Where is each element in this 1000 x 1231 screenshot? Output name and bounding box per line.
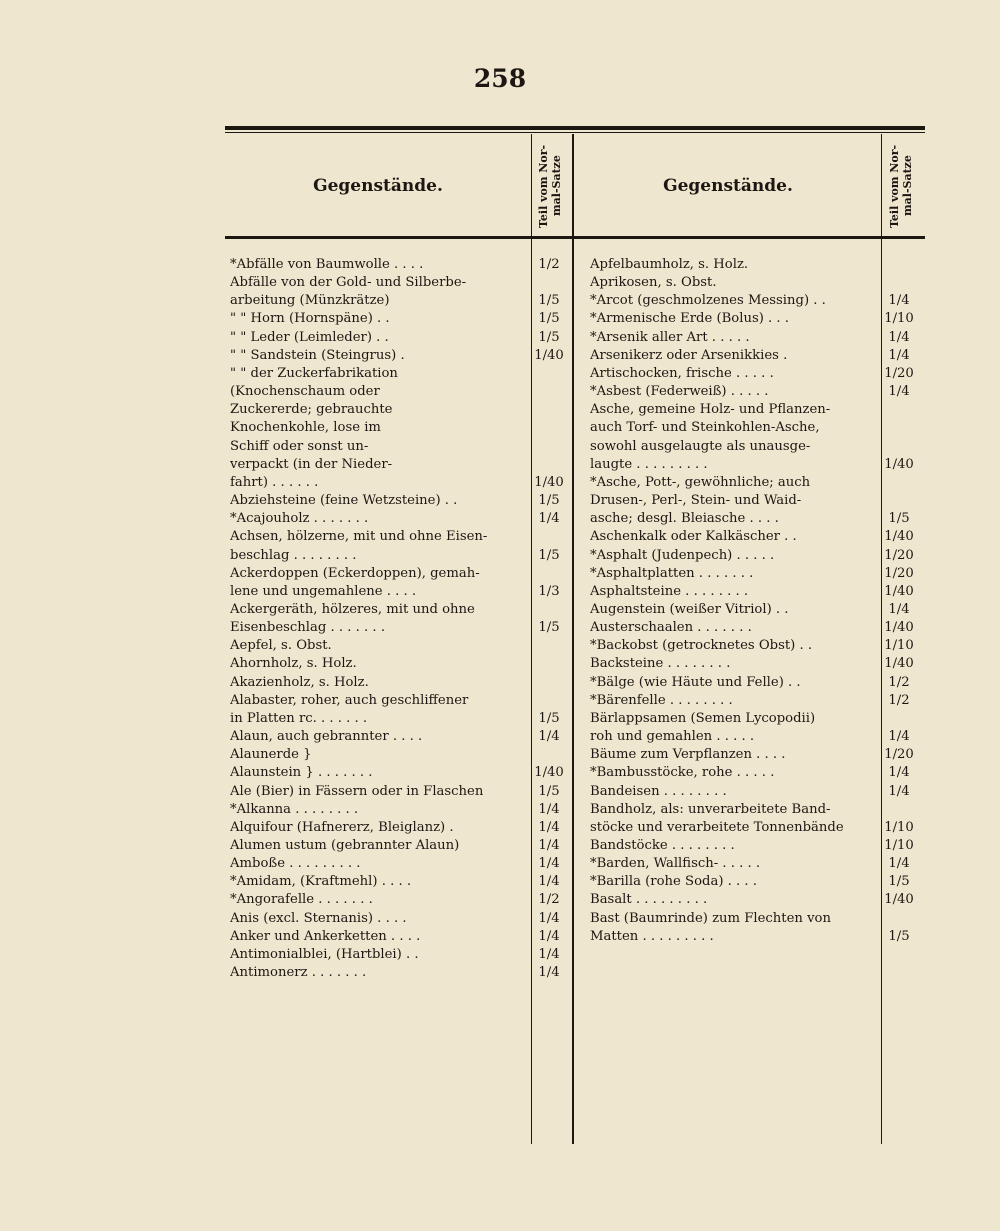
- header-rule: [225, 236, 925, 239]
- entry-rate: [530, 419, 568, 437]
- entry-rate: 1/2: [538, 892, 560, 908]
- entry-text: " " der Zuckerfabrikation: [230, 365, 398, 381]
- entry-text: Bäume zum Verpflanzen . . . .: [590, 747, 786, 763]
- entry-row: [590, 655, 918, 673]
- entry-text: " " Horn (Hornspäne) . .: [230, 311, 390, 327]
- entry-rate: 1/10: [884, 311, 914, 327]
- entry-rate: 1/5: [888, 511, 910, 527]
- entry-rate: 1/4: [888, 765, 910, 781]
- entry-text: *Barilla (rohe Soda) . . . .: [590, 874, 757, 890]
- entry-row: [590, 438, 918, 456]
- entry-row: [230, 256, 568, 274]
- entry-rate: 1/4: [538, 801, 560, 817]
- entry-row: [590, 565, 918, 583]
- entry-rate: [880, 438, 918, 456]
- column-header-rate-right: Teil vom Nor-mal-Satze: [888, 144, 914, 228]
- entry-rate: 1/4: [538, 856, 560, 872]
- entry-rate: [530, 456, 568, 474]
- entry-rate: [530, 383, 568, 401]
- entry-row: [590, 855, 918, 873]
- entry-row: [590, 510, 918, 528]
- entry-rate: 1/5: [538, 547, 560, 563]
- entry-rate: 1/5: [538, 620, 560, 636]
- entry-text: *Asphaltplatten . . . . . . .: [590, 565, 754, 581]
- entry-row: [230, 347, 568, 365]
- entry-rate: [530, 655, 568, 673]
- entry-text: *Arcot (geschmolzenes Messing) . .: [590, 293, 826, 309]
- entry-row: [230, 329, 568, 347]
- top-rule: [225, 126, 925, 130]
- entry-row: [230, 692, 568, 710]
- entry-text: Aschenkalk oder Kalkäscher . .: [590, 529, 797, 545]
- entry-row: [230, 419, 568, 437]
- entry-rate: 1/40: [534, 765, 564, 781]
- entry-rate: [530, 528, 568, 546]
- entry-text: *Asche, Pott-, gewöhnliche; auch: [590, 474, 811, 490]
- entry-row: [230, 674, 568, 692]
- entry-rate: [530, 365, 568, 383]
- entry-row: [590, 329, 918, 347]
- entry-text: *Acajouholz . . . . . . .: [230, 511, 369, 527]
- entry-row: [590, 710, 918, 728]
- entry-text: Alquifour (Hafnererz, Bleiglanz) .: [230, 819, 454, 835]
- entry-rate: 1/4: [538, 928, 560, 944]
- entry-rate: 1/40: [884, 620, 914, 636]
- entry-rate: 1/4: [538, 729, 560, 745]
- entry-rate: 1/4: [888, 347, 910, 363]
- entry-text: Alaunerde }: [230, 747, 312, 763]
- entry-text: *Amidam, (Kraftmehl) . . . .: [230, 874, 412, 890]
- entry-row: [590, 365, 918, 383]
- column-header-goods-left: Gegenstände.: [313, 176, 443, 196]
- entry-row: [230, 637, 568, 655]
- entry-text: *Backobst (getrocknetes Obst) . .: [590, 638, 813, 654]
- entry-row: [230, 928, 568, 946]
- entry-text: Alaunstein } . . . . . . .: [230, 765, 373, 781]
- entry-rate: [880, 910, 918, 928]
- entry-text: Asphaltsteine . . . . . . . .: [590, 583, 749, 599]
- entry-row: [590, 401, 918, 419]
- entry-text: Ale (Bier) in Fässern oder in Flaschen: [230, 783, 484, 799]
- entry-row: [590, 891, 918, 909]
- entry-rate: [530, 601, 568, 619]
- entry-row: [230, 401, 568, 419]
- entry-rate: 1/4: [888, 384, 910, 400]
- entry-row: [230, 801, 568, 819]
- entry-rate: 1/5: [538, 783, 560, 799]
- entry-row: [230, 274, 568, 292]
- entry-text: *Bärenfelle . . . . . . . .: [590, 692, 733, 708]
- left-column: [230, 256, 568, 982]
- entry-rate: 1/5: [888, 874, 910, 890]
- entry-row: [590, 764, 918, 782]
- entry-row: [590, 692, 918, 710]
- entry-row: [230, 783, 568, 801]
- entry-row: [590, 783, 918, 801]
- entry-rate: [530, 438, 568, 456]
- entry-text: Ackergeräth, hölzeres, mit und ohne: [230, 601, 475, 617]
- entry-rate: [880, 801, 918, 819]
- entry-rate: 1/5: [538, 493, 560, 509]
- entry-text: *Arsenik aller Art . . . . .: [590, 329, 750, 345]
- entry-text: laugte . . . . . . . . .: [590, 456, 708, 472]
- entry-rate: 1/4: [888, 293, 910, 309]
- entry-rate: 1/4: [538, 819, 560, 835]
- entry-text: verpackt (in der Nieder-: [230, 456, 393, 472]
- entry-row: [230, 891, 568, 909]
- entry-text: Knochenkohle, lose im: [230, 420, 381, 436]
- entry-text: Artischocken, frische . . . . .: [590, 365, 774, 381]
- column-header-goods-right: Gegenstände.: [663, 176, 793, 196]
- entry-rate: 1/5: [888, 928, 910, 944]
- entry-rate: [880, 401, 918, 419]
- entry-text: lene und ungemahlene . . . .: [230, 583, 417, 599]
- entry-rate: [530, 637, 568, 655]
- entry-text: Amboße . . . . . . . . .: [230, 856, 361, 872]
- entry-text: Backsteine . . . . . . . .: [590, 656, 731, 672]
- entry-text: Abziehsteine (feine Wetzsteine) . .: [230, 493, 458, 509]
- entry-row: [590, 728, 918, 746]
- entry-text: Apfelbaumholz, s. Holz.: [590, 257, 749, 272]
- entry-row: [230, 583, 568, 601]
- entry-text: Akazienholz, s. Holz.: [230, 674, 369, 690]
- entry-row: [230, 710, 568, 728]
- entry-text: Augenstein (weißer Vitriol) . .: [590, 601, 789, 617]
- entry-rate: 1/40: [884, 456, 914, 472]
- entry-text: Bärlappsamen (Semen Lycopodii): [590, 710, 816, 726]
- entry-rate: 1/4: [888, 783, 910, 799]
- entry-text: sowohl ausgelaugte als unausge-: [590, 438, 811, 454]
- entry-row: [590, 456, 918, 474]
- entry-text: beschlag . . . . . . . .: [230, 547, 357, 563]
- entry-rate: [880, 274, 918, 292]
- entry-text: fahrt) . . . . . .: [230, 474, 319, 490]
- entry-rate: 1/4: [538, 874, 560, 890]
- entry-row: [230, 456, 568, 474]
- entry-rate: [530, 674, 568, 692]
- entry-rate: 1/4: [538, 838, 560, 853]
- entry-text: Austerschaalen . . . . . . .: [590, 620, 752, 636]
- entry-rate: 1/4: [888, 729, 910, 745]
- entry-rate: [530, 692, 568, 710]
- entry-rate: 1/5: [538, 329, 560, 345]
- entry-text: Bandeisen . . . . . . . .: [590, 783, 727, 799]
- entry-row: [590, 910, 918, 928]
- entry-text: *Asphalt (Judenpech) . . . . .: [590, 547, 775, 563]
- entry-row: [590, 674, 918, 692]
- entry-row: [230, 474, 568, 492]
- entry-text: Zuckererde; gebrauchte: [230, 402, 393, 418]
- entry-rate: 1/40: [884, 529, 914, 545]
- entry-rate: 1/5: [538, 311, 560, 327]
- entry-text: Aepfel, s. Obst.: [230, 638, 332, 654]
- entry-text: Bast (Baumrinde) zum Flechten von: [590, 910, 831, 926]
- entry-rate: [880, 492, 918, 510]
- entry-row: [230, 728, 568, 746]
- entry-text: *Armenische Erde (Bolus) . . .: [590, 311, 790, 327]
- entry-rate: 1/2: [538, 257, 560, 272]
- entry-rate: 1/40: [534, 474, 564, 490]
- entry-rate: 1/10: [884, 819, 914, 835]
- entry-rate: [530, 746, 568, 764]
- entry-row: [230, 746, 568, 764]
- entry-row: [230, 565, 568, 583]
- entry-text: Drusen-, Perl-, Stein- und Waid-: [590, 493, 802, 509]
- entry-text: Matten . . . . . . . . .: [590, 928, 714, 944]
- entry-text: " " Leder (Leimleder) . .: [230, 329, 389, 345]
- entry-text: *Asbest (Federweiß) . . . . .: [590, 384, 769, 400]
- entry-row: [590, 256, 918, 274]
- entry-row: [590, 746, 918, 764]
- entry-text: asche; desgl. Bleiasche . . . .: [590, 511, 779, 527]
- entry-rate: [880, 710, 918, 728]
- entry-text: stöcke und verarbeitete Tonnenbände: [590, 819, 844, 835]
- divider-center: [572, 134, 574, 1144]
- entry-text: Achsen, hölzerne, mit und ohne Eisen-: [230, 529, 488, 545]
- entry-row: [590, 928, 918, 946]
- entry-row: [590, 873, 918, 891]
- entry-text: Anis (excl. Sternanis) . . . .: [230, 910, 407, 926]
- entry-rate: 1/4: [888, 601, 910, 617]
- entry-text: *Alkanna . . . . . . . .: [230, 801, 359, 817]
- entry-row: [590, 819, 918, 837]
- entry-rate: 1/40: [534, 347, 564, 363]
- entry-row: [230, 528, 568, 546]
- entry-row: [230, 510, 568, 528]
- entry-rate: 1/4: [888, 329, 910, 345]
- entry-text: Asche, gemeine Holz- und Pflanzen-: [590, 402, 831, 418]
- top-rule-thin: [225, 132, 925, 133]
- entry-rate: 1/2: [888, 692, 910, 708]
- entry-rate: 1/5: [538, 293, 560, 309]
- entry-rate: [530, 401, 568, 419]
- entry-rate: 1/20: [884, 565, 914, 581]
- entry-row: [230, 619, 568, 637]
- entry-rate: 1/10: [884, 638, 914, 654]
- entry-text: Eisenbeschlag . . . . . . .: [230, 620, 386, 636]
- column-header-rate-left: Teil vom Nor-mal-Satze: [537, 144, 563, 228]
- entry-rate: 1/40: [884, 583, 914, 599]
- entry-text: (Knochenschaum oder: [230, 384, 380, 400]
- entry-row: [590, 310, 918, 328]
- entry-rate: 1/4: [538, 910, 560, 926]
- entry-text: roh und gemahlen . . . . .: [590, 729, 755, 745]
- entry-text: Antimonialblei, (Hartblei) . .: [230, 946, 419, 962]
- entry-text: Aprikosen, s. Obst.: [590, 275, 717, 291]
- entry-row: [230, 655, 568, 673]
- entry-row: [590, 601, 918, 619]
- entry-rate: 1/20: [884, 365, 914, 381]
- entry-row: [230, 964, 568, 982]
- entry-text: *Bälge (wie Häute und Felle) . .: [590, 674, 801, 690]
- entry-text: Ackerdoppen (Eckerdoppen), gemah-: [230, 565, 480, 581]
- entry-row: [230, 492, 568, 510]
- entry-row: [590, 637, 918, 655]
- entry-row: [230, 873, 568, 891]
- entry-text: *Abfälle von Baumwolle . . . .: [230, 257, 424, 272]
- entry-text: *Bambusstöcke, rohe . . . . .: [590, 765, 775, 781]
- entry-rate: 1/3: [538, 583, 560, 599]
- right-column: [590, 256, 918, 946]
- entry-row: [590, 528, 918, 546]
- entry-row: [230, 837, 568, 855]
- entry-row: [230, 764, 568, 782]
- entry-text: Alabaster, roher, auch geschliffener: [230, 692, 469, 708]
- entry-row: [590, 474, 918, 492]
- entry-text: Abfälle von der Gold- und Silberbe-: [230, 275, 467, 291]
- entry-row: [230, 946, 568, 964]
- entry-rate: [530, 274, 568, 292]
- entry-text: Alumen ustum (gebrannter Alaun): [230, 838, 460, 853]
- entry-row: [590, 419, 918, 437]
- entry-text: Bandholz, als: unverarbeitete Band-: [590, 801, 831, 817]
- entry-row: [230, 438, 568, 456]
- entry-row: [590, 547, 918, 565]
- entry-rate: [880, 256, 918, 274]
- entry-text: Arsenikerz oder Arsenikkies .: [590, 347, 788, 363]
- entry-text: Bandstöcke . . . . . . . .: [590, 838, 735, 853]
- entry-row: [590, 383, 918, 401]
- entry-text: " " Sandstein (Steingrus) .: [230, 347, 405, 363]
- entry-text: Anker und Ankerketten . . . .: [230, 928, 421, 944]
- entry-text: arbeitung (Münzkrätze): [230, 293, 390, 309]
- entry-text: Antimonerz . . . . . . .: [230, 965, 367, 981]
- entry-rate: [530, 565, 568, 583]
- entry-rate: [880, 419, 918, 437]
- entry-row: [230, 310, 568, 328]
- entry-row: [230, 547, 568, 565]
- entry-row: [590, 583, 918, 601]
- entry-row: [590, 274, 918, 292]
- entry-rate: 1/4: [888, 856, 910, 872]
- entry-row: [590, 492, 918, 510]
- entry-row: [590, 347, 918, 365]
- entry-row: [590, 837, 918, 855]
- entry-rate: 1/2: [888, 674, 910, 690]
- entry-rate: 1/5: [538, 710, 560, 726]
- entry-row: [230, 365, 568, 383]
- entry-text: Schiff oder sonst un-: [230, 438, 369, 454]
- entry-text: *Barden, Wallfisch- . . . . .: [590, 856, 761, 872]
- entry-rate: 1/4: [538, 511, 560, 527]
- entry-row: [230, 601, 568, 619]
- entry-rate: [880, 474, 918, 492]
- entry-text: Ahornholz, s. Holz.: [230, 656, 357, 672]
- entry-row: [590, 292, 918, 310]
- entry-row: [230, 819, 568, 837]
- entry-rate: 1/40: [884, 656, 914, 672]
- entry-rate: 1/10: [884, 838, 914, 853]
- entry-text: Basalt . . . . . . . . .: [590, 892, 708, 908]
- entry-row: [230, 383, 568, 401]
- entry-text: auch Torf- und Steinkohlen-Asche,: [590, 420, 820, 436]
- entry-text: Alaun, auch gebrannter . . . .: [230, 729, 423, 745]
- entry-rate: 1/4: [538, 965, 560, 981]
- entry-row: [590, 801, 918, 819]
- entry-rate: 1/20: [884, 547, 914, 563]
- entry-rate: 1/20: [884, 747, 914, 763]
- entry-text: *Angorafelle . . . . . . .: [230, 892, 373, 908]
- entry-text: in Platten rc. . . . . . .: [230, 710, 368, 726]
- page-number: 258: [473, 64, 527, 93]
- entry-row: [230, 292, 568, 310]
- entry-rate: 1/40: [884, 892, 914, 908]
- entry-row: [230, 910, 568, 928]
- entry-row: [590, 619, 918, 637]
- entry-rate: 1/4: [538, 946, 560, 962]
- entry-row: [230, 855, 568, 873]
